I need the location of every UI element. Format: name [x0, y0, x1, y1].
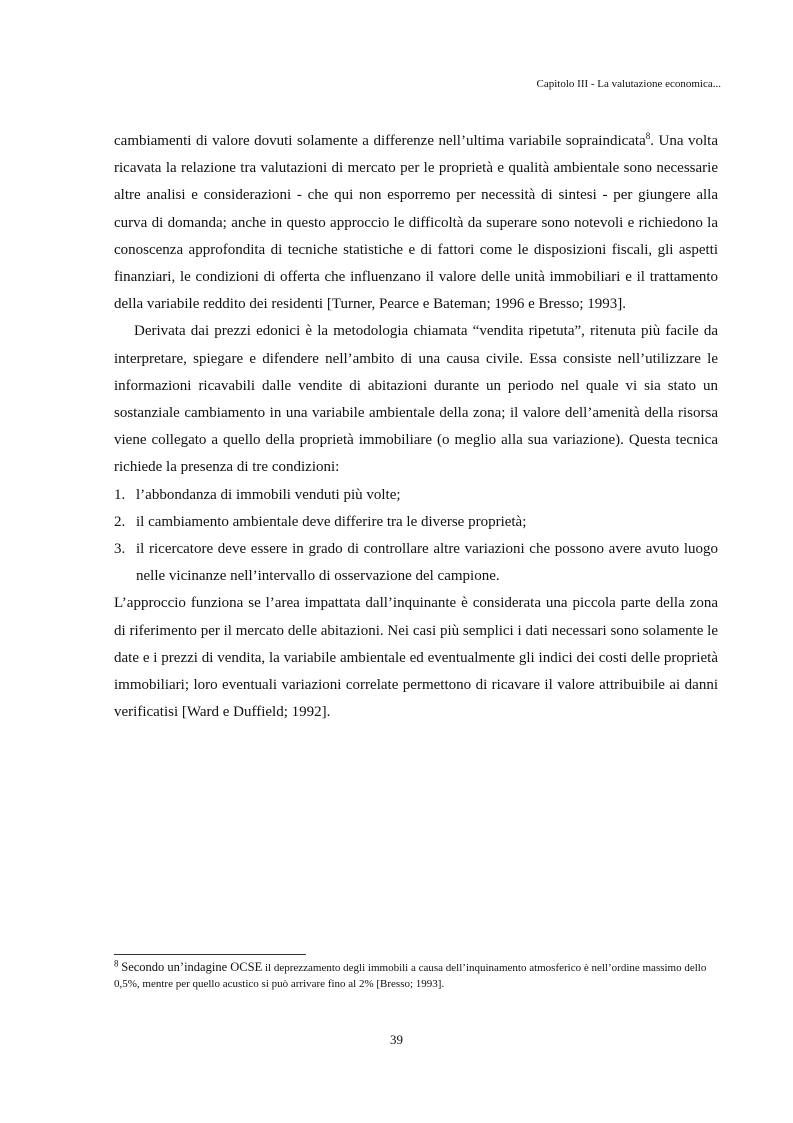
page-number: 39	[390, 1032, 403, 1047]
list-item: 1. l’abbondanza di immobili venduti più volte;	[114, 486, 401, 503]
list-item: 2. il cambiamento ambientale deve differire tra le diverse proprietà;	[114, 513, 527, 530]
footnote-ref[interactable]: 8	[645, 131, 651, 141]
paragraph-1: cambiamenti di valore dovuti solamente a differenze nell’ultima variabile sopraindicata$^8$. Una volta ricavata la relazione tra valutazioni di mercato per le proprietà e qualità ambientale sono necessarie altre analisi e considerazioni - che qui non esporremo per necessità di sintesi - per giungere alla curva di domanda; anche in questo approccio le difficoltà da superare sono notevoli e richiedono la conoscenza approfondita di tecniche statistiche e di fattori come le disposizioni fiscali, gli aspetti finanziari, le condizioni di offerta che influenzano il valore delle unità immobiliari e il trattamento della variabile reddito dei residenti [Turner, Pearce e Bateman; 1996 e Bresso; 1993].	[114, 131, 718, 313]
footnote-text: il deprezzamento degli immobili a causa dell’inquinamento atmosferico è nell’ordine massimo dello 0,5%, mentre per quello acustico si può arrivare fino al 2% [Bresso; 1993].	[114, 962, 707, 990]
paragraph-3: L’approccio funziona se l’area impattata dall’inquinante è considerata una piccola parte della zona di riferimento per il mercato delle abitazioni. Nei casi più semplici i dati necessari sono solamente le date e i prezzi di vendita, la variabile ambientale ed eventualmente gli indici dei costi delle proprietà immobiliari; loro eventuali variazioni correlate permettono di ricavare il valore attribuibile ai danni verificatisi [Ward e Duffield; 1992].	[114, 595, 718, 721]
conditions-list	[114, 482, 718, 591]
running-header: Capitolo III - La valutazione economica...	[536, 78, 721, 90]
list-item: 3. il ricercatore deve essere in grado di controllare altre variazioni che possono avere avuto luogo nelle vicinanze nell’intervallo di osservazione del campione.	[114, 541, 718, 585]
footnote-lead: Secondo un’indagine OCSE	[121, 960, 263, 974]
paragraph-2: Derivata dai prezzi edonici è la metodologia chiamata “vendita ripetuta”, ritenuta più facile da interpretare, spiegare e difendere nell’ambito di una causa civile. Essa consiste nell’utilizzare le informazioni ricavabili dalle vendite di abitazioni durante un periodo nel quale vi sia stato un sostanziale cambiamento in una variabile ambientale della zona; il valore dell’amenità della risorsa viene collegato a quello della proprietà immobiliare (o meglio alla sua variazione). Questa tecnica richiede la presenza di tre condizioni:	[114, 323, 718, 476]
footnote	[114, 959, 718, 992]
footnote-number: 8	[114, 958, 119, 969]
footnote-separator	[114, 954, 306, 955]
main-text	[114, 128, 718, 726]
